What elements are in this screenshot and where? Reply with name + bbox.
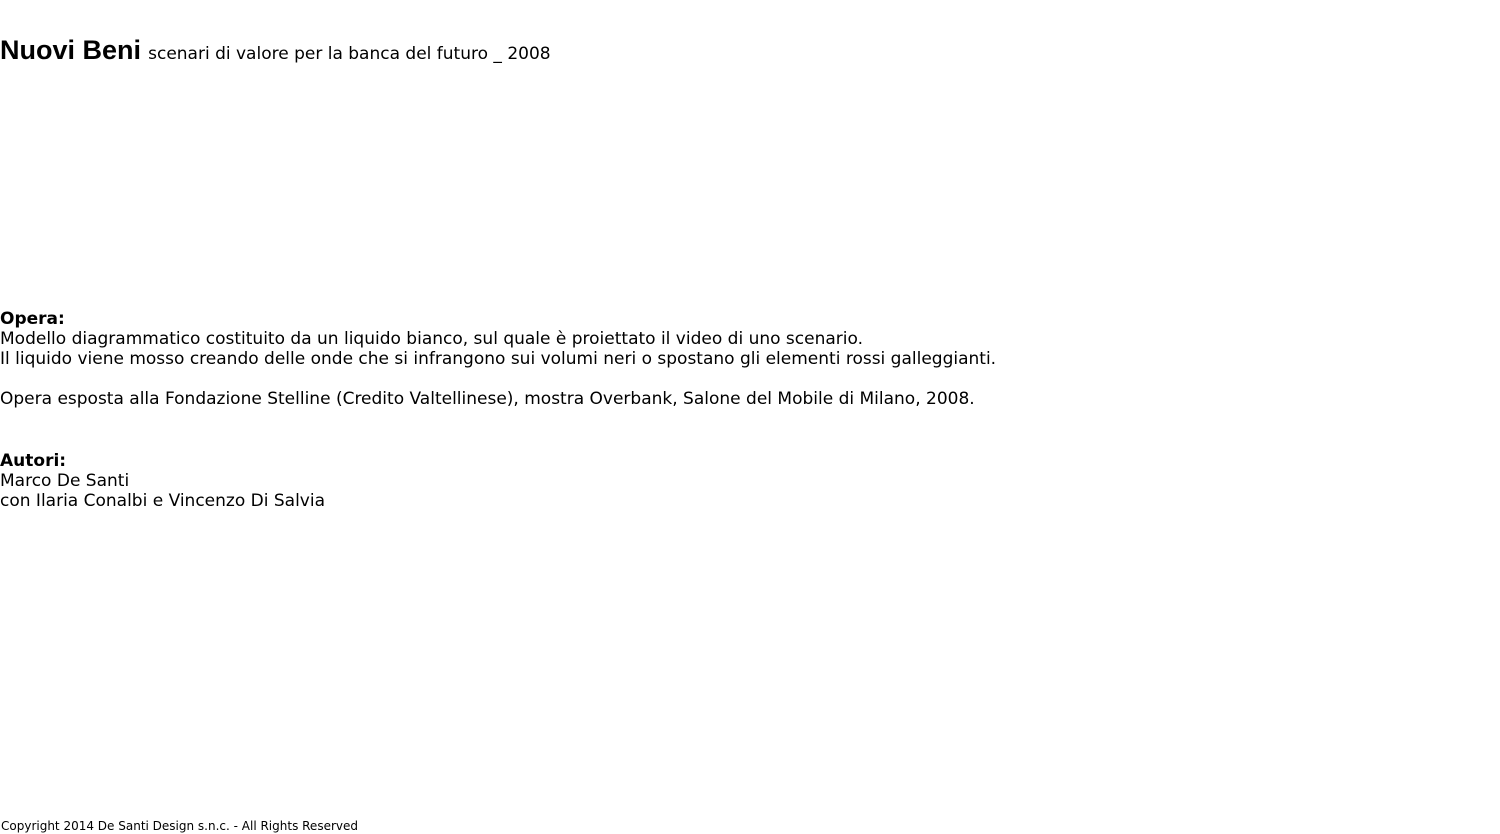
opera-description-line: Il liquido viene mosso creando delle onde che si infrangono sui volumi neri o spostano gli elementi rossi galleggianti. bbox=[0, 349, 997, 369]
opera-section bbox=[0, 309, 996, 409]
opera-heading: Opera: bbox=[0, 309, 65, 329]
paragraph-spacer bbox=[0, 369, 996, 389]
autori-section bbox=[0, 451, 325, 511]
opera-exhibition-text: Opera esposta alla Fondazione Stelline (Credito Valtellinese), mostra Overbank, Salone del Mobile di Milano, 2008. bbox=[0, 389, 975, 409]
author-line: con Ilaria Conalbi e Vincenzo Di Salvia bbox=[0, 491, 325, 511]
opera-description-line: Modello diagrammatico costituito da un liquido bianco, sul quale è proiettato il video di uno scenario. bbox=[0, 329, 863, 349]
page-header bbox=[0, 34, 551, 70]
page-subtitle: scenari di valore per la banca del futuro _ 2008 bbox=[148, 44, 551, 64]
author-line: Marco De Santi bbox=[0, 471, 130, 491]
page-title: Nuovi Beni bbox=[0, 35, 142, 65]
copyright-footer: Copyright 2014 De Santi Design s.n.c. - All Rights Reserved bbox=[1, 819, 358, 833]
autori-heading: Autori: bbox=[0, 451, 67, 471]
